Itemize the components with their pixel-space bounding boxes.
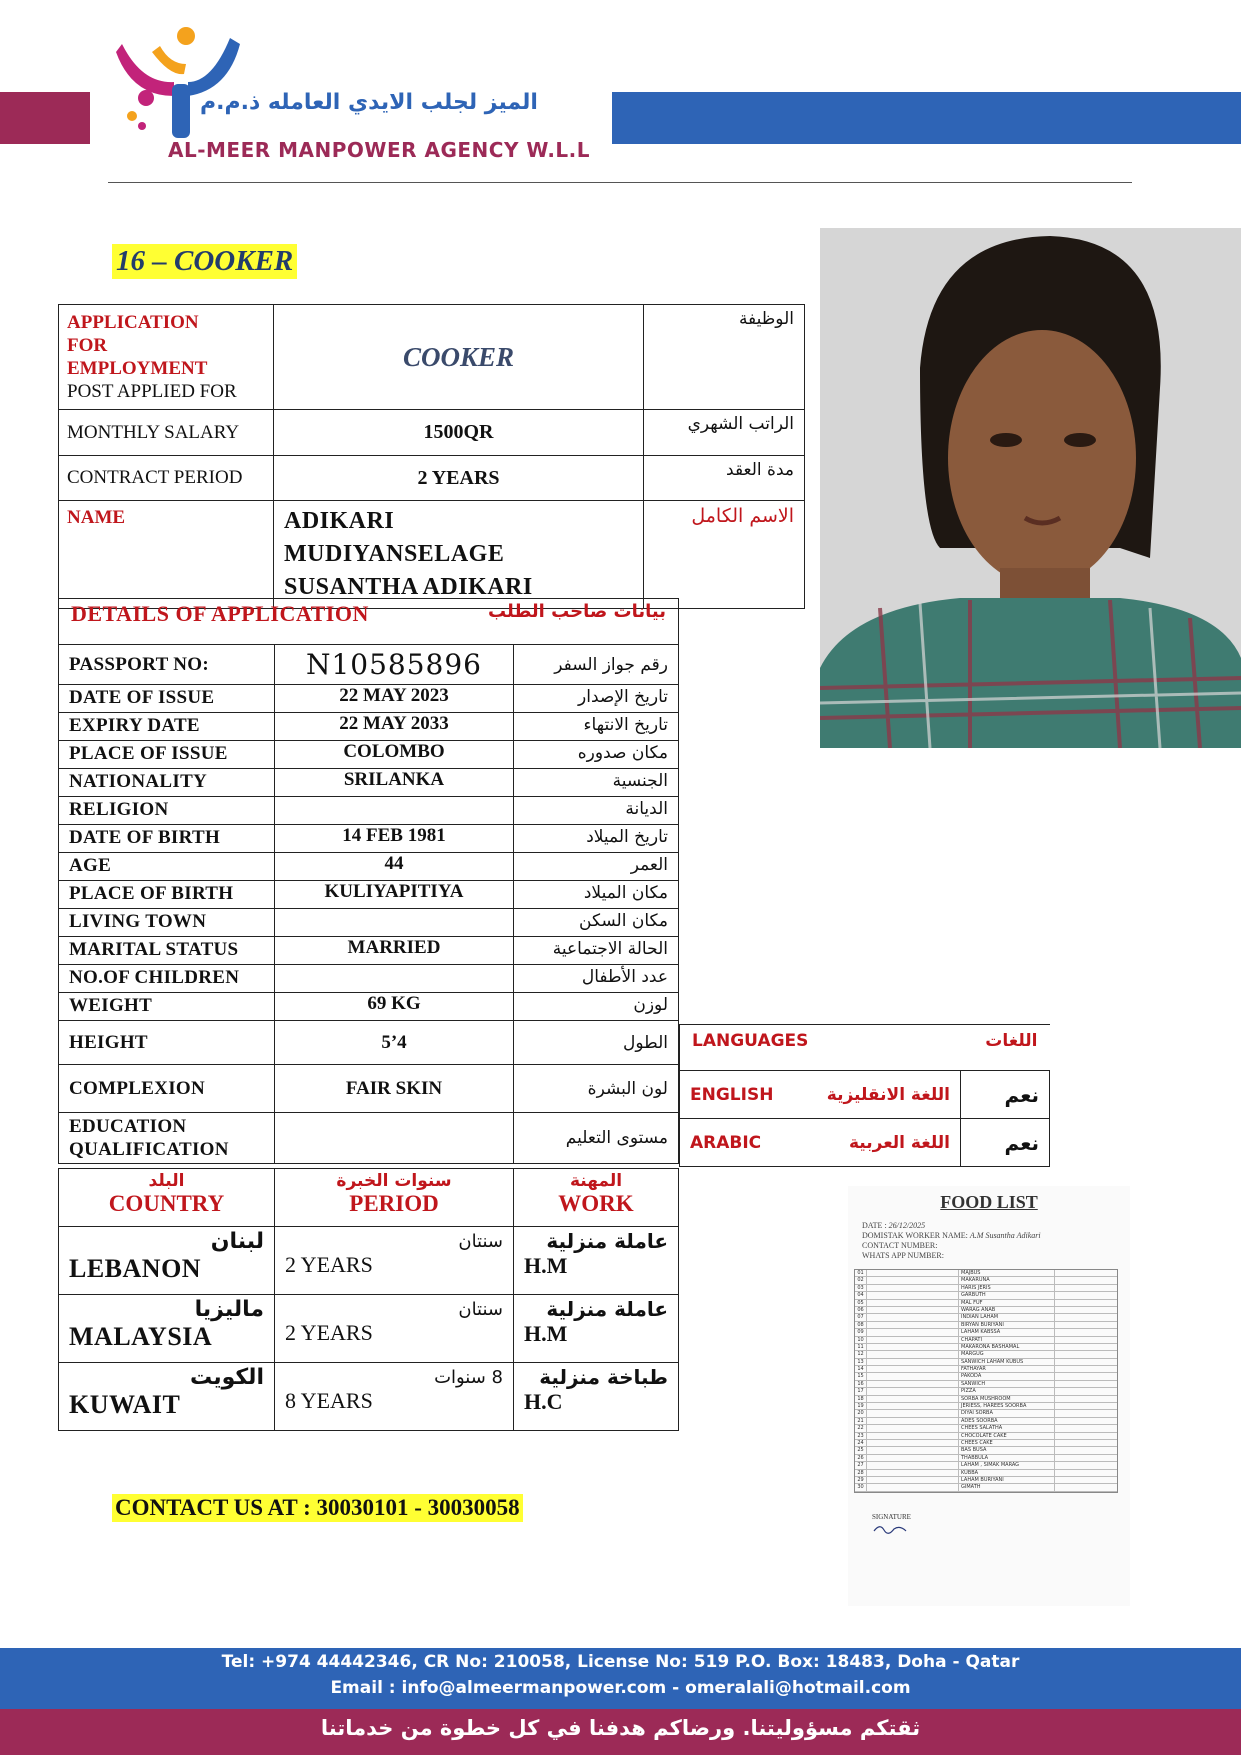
food-item-arabic <box>1055 1470 1117 1476</box>
experience-period-english: 2 YEARS <box>285 1320 373 1345</box>
food-item-row <box>855 1410 1117 1417</box>
name-line-3: SUSANTHA ADIKARI <box>284 574 533 600</box>
food-item-number: 06 <box>855 1307 867 1313</box>
food-item-name: JERIESS, HAREES SOORBA <box>959 1403 1055 1409</box>
food-item-name: GIMATH <box>959 1484 1055 1490</box>
post-value: COOKER <box>274 305 644 410</box>
food-item-name: KUBBA <box>959 1470 1055 1476</box>
detail-label-arabic: تاريخ الانتهاء <box>514 713 679 741</box>
name-line-1: ADIKARI <box>284 508 395 534</box>
experience-country-arabic: الكويت <box>190 1365 264 1390</box>
experience-period <box>275 1227 514 1295</box>
food-item-local <box>867 1366 959 1372</box>
work-header-arabic: المهنة <box>569 1171 623 1191</box>
detail-label-arabic: تاريخ الإصدار <box>514 685 679 713</box>
food-item-row <box>855 1292 1117 1299</box>
detail-label: MARITAL STATUS <box>59 937 275 965</box>
food-item-name: MAKARONA BASHAMAL <box>959 1344 1055 1350</box>
food-item-name: BIRYAN BURIYANI <box>959 1322 1055 1328</box>
salary-label-arabic: الراتب الشهري <box>644 410 805 456</box>
food-item-arabic <box>1055 1410 1117 1416</box>
food-item-local <box>867 1322 959 1328</box>
food-item-name: FATHAYAR <box>959 1366 1055 1372</box>
education-label-arabic: مستوى التعليم <box>514 1113 679 1164</box>
food-item-local <box>867 1477 959 1483</box>
food-item-row <box>855 1366 1117 1373</box>
detail-label-arabic: الحالة الاجتماعية <box>514 937 679 965</box>
food-list-title: FOOD LIST <box>940 1192 1038 1212</box>
detail-label: RELIGION <box>59 797 275 825</box>
period-header-english: PERIOD <box>349 1191 439 1216</box>
experience-period <box>275 1363 514 1431</box>
experience-work <box>514 1227 679 1295</box>
language-name: ENGLISH <box>690 1084 774 1105</box>
food-item-local <box>867 1351 959 1357</box>
detail-value: MARRIED <box>275 937 514 965</box>
experience-period-arabic: سنتان <box>458 1299 503 1320</box>
detail-label-arabic: لوزن <box>514 993 679 1021</box>
food-item-name: SANWICH LAHAM KUBUS <box>959 1359 1055 1365</box>
work-header-english: WORK <box>558 1191 634 1216</box>
food-item-row <box>855 1447 1117 1454</box>
food-item-number: 22 <box>855 1425 867 1431</box>
food-item-arabic <box>1055 1418 1117 1424</box>
country-header <box>59 1169 275 1227</box>
experience-work-english: H.C <box>524 1389 563 1414</box>
food-item-arabic <box>1055 1359 1117 1365</box>
complexion-label-arabic: لون البشرة <box>514 1065 679 1113</box>
name-line-2: MUDIYANSELAGE <box>284 541 505 567</box>
experience-period-arabic: سنتان <box>458 1231 503 1252</box>
food-item-local <box>867 1337 959 1343</box>
detail-label-arabic: تاريخ الميلاد <box>514 825 679 853</box>
food-item-name: MAKARUNA <box>959 1277 1055 1283</box>
food-item-row <box>855 1455 1117 1462</box>
experience-work-arabic: عاملة منزلية <box>546 1297 668 1321</box>
food-item-row <box>855 1396 1117 1403</box>
food-item-name: CHEES SALATHA <box>959 1425 1055 1431</box>
food-item-name: MAL FUF <box>959 1300 1055 1306</box>
experience-period <box>275 1295 514 1363</box>
food-item-arabic <box>1055 1351 1117 1357</box>
footer-address: Tel: +974 44442346, CR No: 210058, License No: 519 P.O. Box: 18483, Doha - Qatar <box>221 1652 1020 1672</box>
food-item-number: 08 <box>855 1322 867 1328</box>
food-item-number: 28 <box>855 1470 867 1476</box>
experience-work <box>514 1363 679 1431</box>
food-item-row <box>855 1359 1117 1366</box>
food-list-contact: CONTACT NUMBER: <box>862 1241 938 1250</box>
detail-label: AGE <box>59 853 275 881</box>
food-item-arabic <box>1055 1270 1117 1276</box>
food-item-arabic <box>1055 1477 1117 1483</box>
name-value <box>274 501 644 609</box>
detail-value: COLOMBO <box>275 741 514 769</box>
food-item-arabic <box>1055 1455 1117 1461</box>
food-list-date-value: 26/12/2025 <box>888 1221 926 1230</box>
application-label: APPLICATION FOR EMPLOYMENT <box>67 312 208 379</box>
experience-country-arabic: لبنان <box>210 1229 264 1254</box>
food-item-row <box>855 1322 1117 1329</box>
language-row <box>680 1119 961 1167</box>
food-item-name: BAS BUSA <box>959 1447 1055 1453</box>
food-item-row <box>855 1403 1117 1410</box>
food-item-local <box>867 1470 959 1476</box>
food-list-date-label: DATE : <box>862 1221 887 1230</box>
food-list-worker <box>862 1231 1130 1241</box>
details-title: DETAILS OF APPLICATION <box>71 601 369 626</box>
food-item-local <box>867 1373 959 1379</box>
food-item-name: MARGUG <box>959 1351 1055 1357</box>
food-list-worker-label: DOMISTAK WORKER NAME: <box>862 1231 968 1240</box>
food-item-arabic <box>1055 1337 1117 1343</box>
food-item-number: 04 <box>855 1292 867 1298</box>
food-item-local <box>867 1381 959 1387</box>
salary-label: MONTHLY SALARY <box>59 410 274 456</box>
food-item-local <box>867 1425 959 1431</box>
food-item-local <box>867 1359 959 1365</box>
complexion-label: COMPLEXION <box>59 1065 275 1113</box>
detail-label: DATE OF BIRTH <box>59 825 275 853</box>
food-item-local <box>867 1484 959 1490</box>
food-item-row <box>855 1381 1117 1388</box>
food-item-arabic <box>1055 1366 1117 1372</box>
food-item-local <box>867 1300 959 1306</box>
detail-value <box>275 965 514 993</box>
food-item-arabic <box>1055 1329 1117 1335</box>
food-item-row <box>855 1388 1117 1395</box>
food-item-local <box>867 1410 959 1416</box>
food-item-arabic <box>1055 1440 1117 1446</box>
detail-label-arabic: مكان صدوره <box>514 741 679 769</box>
detail-value <box>275 909 514 937</box>
experience-country-english: MALAYSIA <box>69 1322 213 1351</box>
food-item-arabic <box>1055 1344 1117 1350</box>
food-item-number: 26 <box>855 1455 867 1461</box>
header-divider <box>108 182 1132 183</box>
food-item-local <box>867 1396 959 1402</box>
detail-label-arabic: مكان الميلاد <box>514 881 679 909</box>
contact-line: CONTACT US AT : 30030101 - 30030058 <box>112 1494 523 1522</box>
height-label: HEIGHT <box>59 1021 275 1065</box>
food-item-arabic <box>1055 1285 1117 1291</box>
food-item-name: INDIAN LAHAM <box>959 1314 1055 1320</box>
detail-label-arabic: الديانة <box>514 797 679 825</box>
food-item-number: 03 <box>855 1285 867 1291</box>
food-item-arabic <box>1055 1292 1117 1298</box>
food-item-number: 21 <box>855 1418 867 1424</box>
food-item-arabic <box>1055 1322 1117 1328</box>
food-item-number: 01 <box>855 1270 867 1276</box>
education-label-line1: EDUCATION <box>69 1116 187 1137</box>
languages-title-arabic: اللغات <box>985 1031 1038 1051</box>
experience-table <box>58 1168 679 1431</box>
food-list-date <box>862 1221 1130 1231</box>
footer-slogan: ثقتكم مسؤوليتنا. ورضاكم هدفنا في كل خطوة من خدماتنا <box>320 1716 921 1740</box>
passport-value: N10585896 <box>275 645 514 685</box>
food-item-local <box>867 1418 959 1424</box>
food-item-name: CHOCOLATE CAKE <box>959 1433 1055 1439</box>
food-item-number: 14 <box>855 1366 867 1372</box>
food-item-arabic <box>1055 1462 1117 1468</box>
passport-label-arabic: رقم جواز السفر <box>514 645 679 685</box>
food-item-row <box>855 1418 1117 1425</box>
food-item-row <box>855 1470 1117 1477</box>
food-item-arabic <box>1055 1300 1117 1306</box>
languages-title: LANGUAGES <box>692 1031 809 1051</box>
applicant-portrait-icon <box>820 228 1241 748</box>
language-row <box>680 1071 961 1119</box>
food-item-arabic <box>1055 1381 1117 1387</box>
food-item-number: 19 <box>855 1403 867 1409</box>
food-item-local <box>867 1433 959 1439</box>
food-item-number: 12 <box>855 1351 867 1357</box>
experience-work-arabic: عاملة منزلية <box>546 1229 668 1253</box>
food-item-arabic <box>1055 1388 1117 1394</box>
food-item-local <box>867 1307 959 1313</box>
education-label-line2: QUALIFICATION <box>69 1139 229 1160</box>
food-item-row <box>855 1307 1117 1314</box>
work-header <box>514 1169 679 1227</box>
language-answer: نعم <box>961 1119 1050 1167</box>
food-item-number: 25 <box>855 1447 867 1453</box>
food-item-local <box>867 1277 959 1283</box>
food-item-arabic <box>1055 1447 1117 1453</box>
language-name-arabic: اللغة الانقليزية <box>826 1084 950 1105</box>
language-answer: نعم <box>961 1071 1050 1119</box>
detail-value <box>275 797 514 825</box>
food-item-row <box>855 1440 1117 1447</box>
detail-value: 44 <box>275 853 514 881</box>
food-item-name: CHAPATI <box>959 1337 1055 1343</box>
food-item-arabic <box>1055 1396 1117 1402</box>
food-item-name: PIZZA <box>959 1388 1055 1394</box>
height-value: 5’4 <box>275 1021 514 1065</box>
experience-period-english: 2 YEARS <box>285 1252 373 1277</box>
food-item-local <box>867 1314 959 1320</box>
food-item-local <box>867 1285 959 1291</box>
food-item-number: 16 <box>855 1381 867 1387</box>
food-item-name: LAHAM , SIMAK MARAG <box>959 1462 1055 1468</box>
salary-value: 1500QR <box>274 410 644 456</box>
food-item-arabic <box>1055 1277 1117 1283</box>
detail-label: NO.OF CHILDREN <box>59 965 275 993</box>
applicant-photo <box>820 228 1241 748</box>
food-item-local <box>867 1440 959 1446</box>
detail-value: 22 MAY 2033 <box>275 713 514 741</box>
food-item-local <box>867 1329 959 1335</box>
food-item-local <box>867 1270 959 1276</box>
food-item-row <box>855 1270 1117 1277</box>
company-logo-icon <box>112 24 242 142</box>
detail-label: PLACE OF BIRTH <box>59 881 275 909</box>
food-item-name: HARIS JERIS <box>959 1285 1055 1291</box>
food-item-row <box>855 1477 1117 1484</box>
food-item-local <box>867 1403 959 1409</box>
height-label-arabic: الطول <box>514 1021 679 1065</box>
food-item-row <box>855 1314 1117 1321</box>
food-item-name: CHEES CAKE <box>959 1440 1055 1446</box>
food-item-number: 05 <box>855 1300 867 1306</box>
experience-country-arabic: ماليزيا <box>194 1297 264 1322</box>
company-name-arabic: الميز لجلب الايدي العامله ذ.م.م <box>200 90 538 115</box>
company-name-english: AL-MEER MANPOWER AGENCY W.L.L <box>168 138 591 162</box>
contract-label: CONTRACT PERIOD <box>59 456 274 501</box>
food-item-name: MAJBUS <box>959 1270 1055 1276</box>
food-item-row <box>855 1351 1117 1358</box>
food-items-table <box>854 1269 1118 1493</box>
experience-work-english: H.M <box>524 1253 568 1278</box>
food-item-local <box>867 1388 959 1394</box>
food-item-number: 10 <box>855 1337 867 1343</box>
post-label-arabic: الوظيفة <box>644 305 805 410</box>
food-item-row <box>855 1285 1117 1292</box>
food-item-name: WARAG ANAB <box>959 1307 1055 1313</box>
food-item-row <box>855 1462 1117 1469</box>
food-item-arabic <box>1055 1403 1117 1409</box>
food-item-name: PAKODA <box>959 1373 1055 1379</box>
food-item-number: 29 <box>855 1477 867 1483</box>
food-item-arabic <box>1055 1425 1117 1431</box>
detail-label-arabic: العمر <box>514 853 679 881</box>
food-item-arabic <box>1055 1314 1117 1320</box>
food-item-number: 07 <box>855 1314 867 1320</box>
food-item-arabic <box>1055 1307 1117 1313</box>
complexion-value: FAIR SKIN <box>275 1065 514 1113</box>
education-value <box>275 1113 514 1164</box>
experience-country-english: LEBANON <box>69 1254 202 1283</box>
food-item-number: 23 <box>855 1433 867 1439</box>
food-list <box>848 1186 1130 1606</box>
contract-label-arabic: مدة العقد <box>644 456 805 501</box>
food-item-number: 30 <box>855 1484 867 1490</box>
food-item-row <box>855 1373 1117 1380</box>
food-item-name: SANWICH <box>959 1381 1055 1387</box>
food-item-name: SORBA MUSHROOM <box>959 1396 1055 1402</box>
period-header-arabic: سنوات الخبرة <box>336 1171 452 1191</box>
detail-label-arabic: الجنسية <box>514 769 679 797</box>
food-list-signature-label: SIGNATURE <box>872 1512 911 1521</box>
experience-period-arabic: 8 سنوات <box>434 1367 503 1388</box>
language-name-arabic: اللغة العربية <box>849 1132 950 1153</box>
details-title-arabic: بيانات صاحب الطلب <box>487 601 666 622</box>
languages-table <box>679 1024 1050 1167</box>
food-item-arabic <box>1055 1373 1117 1379</box>
experience-period-english: 8 YEARS <box>285 1388 373 1413</box>
food-item-local <box>867 1455 959 1461</box>
food-item-number: 15 <box>855 1373 867 1379</box>
food-item-number: 11 <box>855 1344 867 1350</box>
detail-value: 22 MAY 2023 <box>275 685 514 713</box>
food-item-number: 18 <box>855 1396 867 1402</box>
food-item-local <box>867 1344 959 1350</box>
post-label: POST APPLIED FOR <box>67 381 237 402</box>
detail-label: WEIGHT <box>59 993 275 1021</box>
country-header-english: COUNTRY <box>108 1191 225 1216</box>
detail-value: 14 FEB 1981 <box>275 825 514 853</box>
country-header-arabic: البلد <box>148 1171 185 1191</box>
detail-label: NATIONALITY <box>59 769 275 797</box>
detail-label: LIVING TOWN <box>59 909 275 937</box>
food-item-row <box>855 1300 1117 1307</box>
food-item-number: 13 <box>855 1359 867 1365</box>
food-item-row <box>855 1277 1117 1284</box>
food-item-number: 20 <box>855 1410 867 1416</box>
food-item-number: 02 <box>855 1277 867 1283</box>
food-item-row <box>855 1484 1117 1491</box>
food-list-whatsapp: WHATS APP NUMBER: <box>862 1251 944 1260</box>
food-list-worker-value: A.M Susantha Adikari <box>969 1231 1041 1240</box>
food-item-name: LAHAM BURIYANI <box>959 1477 1055 1483</box>
detail-label: PLACE OF ISSUE <box>59 741 275 769</box>
detail-label-arabic: مكان السكن <box>514 909 679 937</box>
food-item-row <box>855 1329 1117 1336</box>
food-item-name: GARBUTH <box>959 1292 1055 1298</box>
food-item-name: DIYAI SORBA <box>959 1410 1055 1416</box>
experience-country-english: KUWAIT <box>69 1390 181 1419</box>
detail-value: 69 KG <box>275 993 514 1021</box>
food-item-number: 17 <box>855 1388 867 1394</box>
details-table <box>58 598 679 1164</box>
food-item-number: 27 <box>855 1462 867 1468</box>
post-table <box>58 304 805 609</box>
experience-country <box>59 1363 275 1431</box>
experience-work-english: H.M <box>524 1321 568 1346</box>
food-item-arabic <box>1055 1484 1117 1490</box>
detail-value: KULIYAPITIYA <box>275 881 514 909</box>
food-item-row <box>855 1425 1117 1432</box>
experience-country <box>59 1227 275 1295</box>
food-item-number: 24 <box>855 1440 867 1446</box>
food-item-local <box>867 1462 959 1468</box>
header-bar-left <box>0 92 90 144</box>
name-label: NAME <box>59 501 274 609</box>
food-list-meta <box>862 1221 1130 1261</box>
header-bar-right <box>612 92 1241 144</box>
language-name: ARABIC <box>690 1132 762 1153</box>
job-title: 16 – COOKER <box>112 244 297 279</box>
education-label <box>59 1113 275 1164</box>
detail-value: SRILANKA <box>275 769 514 797</box>
contract-value: 2 YEARS <box>274 456 644 501</box>
food-item-row <box>855 1433 1117 1440</box>
food-item-local <box>867 1447 959 1453</box>
signature-scribble-icon <box>872 1521 912 1535</box>
food-item-name: LAHAM KABSSA <box>959 1329 1055 1335</box>
food-item-arabic <box>1055 1433 1117 1439</box>
detail-label-arabic: عدد الأطفال <box>514 965 679 993</box>
experience-work-arabic: طباخة منزلية <box>539 1365 668 1389</box>
experience-country <box>59 1295 275 1363</box>
food-item-row <box>855 1337 1117 1344</box>
detail-label: DATE OF ISSUE <box>59 685 275 713</box>
food-item-number: 09 <box>855 1329 867 1335</box>
food-item-row <box>855 1344 1117 1351</box>
experience-work <box>514 1295 679 1363</box>
period-header <box>275 1169 514 1227</box>
food-item-name: ADES SOORBA <box>959 1418 1055 1424</box>
name-label-arabic: الاسم الكامل <box>644 501 805 609</box>
footer-email: Email : info@almeermanpower.com - omeralali@hotmail.com <box>330 1678 911 1698</box>
detail-label: EXPIRY DATE <box>59 713 275 741</box>
passport-label: PASSPORT NO: <box>59 645 275 685</box>
food-item-name: THABBULA <box>959 1455 1055 1461</box>
food-item-local <box>867 1292 959 1298</box>
